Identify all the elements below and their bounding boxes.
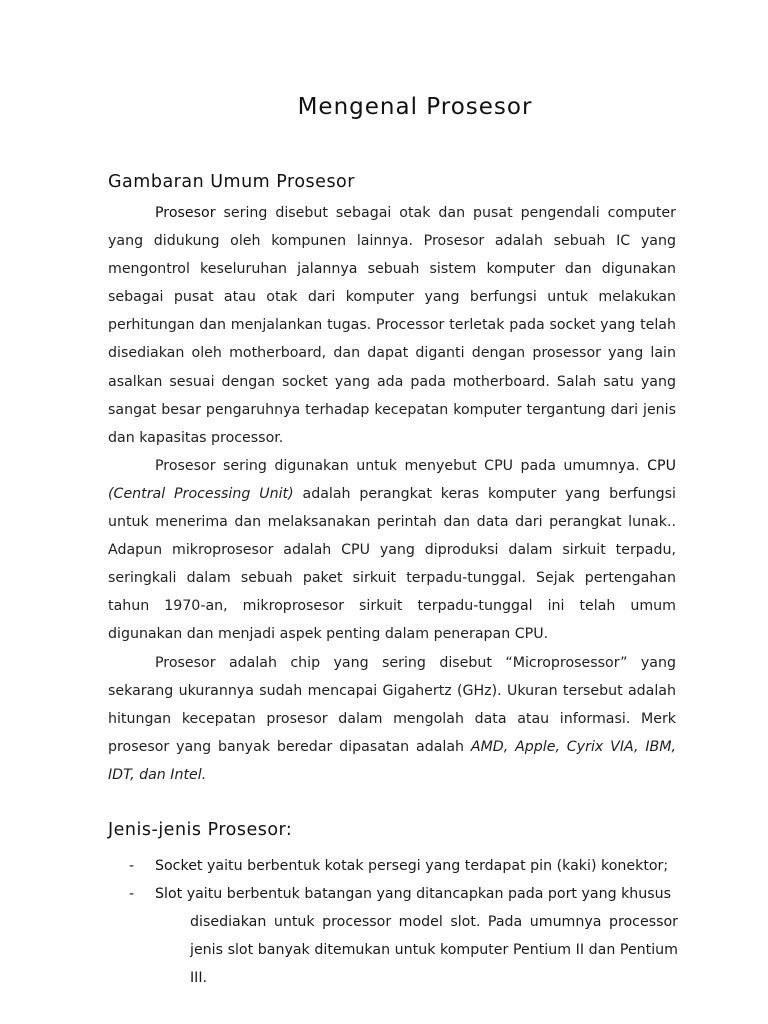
paragraph-1: [108, 199, 676, 452]
section-heading-overview: Gambaran Umum Prosesor: [108, 172, 355, 192]
term-cpu: CPU: [647, 457, 676, 474]
overview-body: [108, 199, 676, 789]
paragraph-2: [108, 452, 676, 649]
list-item: [108, 880, 678, 992]
section-heading-types: Jenis-jenis Prosesor:: [108, 820, 293, 840]
processor-types-list: [108, 852, 678, 992]
brand-list: AMD, Apple, Cyrix VIA, IBM, IDT, dan Intel.: [108, 738, 676, 783]
paragraph-3: [108, 649, 676, 789]
list-dash: -: [129, 858, 135, 874]
paragraph-2-lead: Prosesor sering digunakan untuk menyebut CPU pada umumnya.: [155, 457, 648, 474]
list-item-text: yaitu berbentuk kotak persegi yang terdapat pin (kaki) konektor;: [202, 858, 669, 874]
page-title: Mengenal Prosesor: [297, 94, 533, 120]
list-dash: -: [129, 886, 135, 903]
term-prosesor: Prosesor: [155, 205, 216, 221]
term-slot: Slot: [155, 886, 183, 903]
paragraph-1-text: sering disebut sebagai otak dan pusat pengendali computer yang didukung oleh kompunen lainnya. Prosesor adalah sebuah IC yang mengontrol keseluruhan jalannya sebuah sistem komputer dan digunakan sebagai pusat atau otak dari komputer yang berfungsi untuk melakukan perhitungan dan menjalankan tugas. Processor terletak pada socket yang telah disediakan oleh motherboard, dan dapat diganti dengan prosessor yang lain asalkan sesuai dengan socket yang ada pada motherboard. Salah satu yang sangat besar pengaruhnya terhadap kecepatan komputer tergantung dari jenis dan kapasitas processor.: [108, 205, 676, 446]
list-item-text: yaitu berbentuk batangan yang ditancapkan pada port yang khusus: [182, 886, 672, 903]
paragraph-2-text: adalah perangkat keras komputer yang berfungsi untuk menerima dan melaksanakan perintah dan data dari perangkat lunak.. Adapun mikroprosesor adalah CPU yang diproduksi dalam sirkuit terpadu, seringkali dalam sebuah paket sirkuit terpadu-tunggal. Sejak pertengahan tahun 1970-an, mikroprosesor sirkuit terpadu-tunggal ini telah umum digunakan dan menjadi aspek penting dalam penerapan CPU.: [108, 485, 676, 643]
list-item: [108, 852, 678, 880]
cpu-expansion: (Central Processing Unit): [108, 485, 294, 502]
list-item-continuation: disediakan untuk processor model slot. Pada umumnya processor jenis slot banyak ditemukan untuk komputer Pentium II dan Pentium III.: [190, 914, 678, 987]
term-socket: Socket: [155, 858, 203, 874]
paragraph-3-text: Prosesor adalah chip yang sering disebut “Microprosessor” yang sekarang ukurannya sudah mencapai Gigahertz (GHz). Ukuran tersebut adalah hitungan kecepatan prosesor dalam mengolah data atau informasi. Merk prosesor yang banyak beredar dipasatan adalah: [108, 654, 676, 755]
